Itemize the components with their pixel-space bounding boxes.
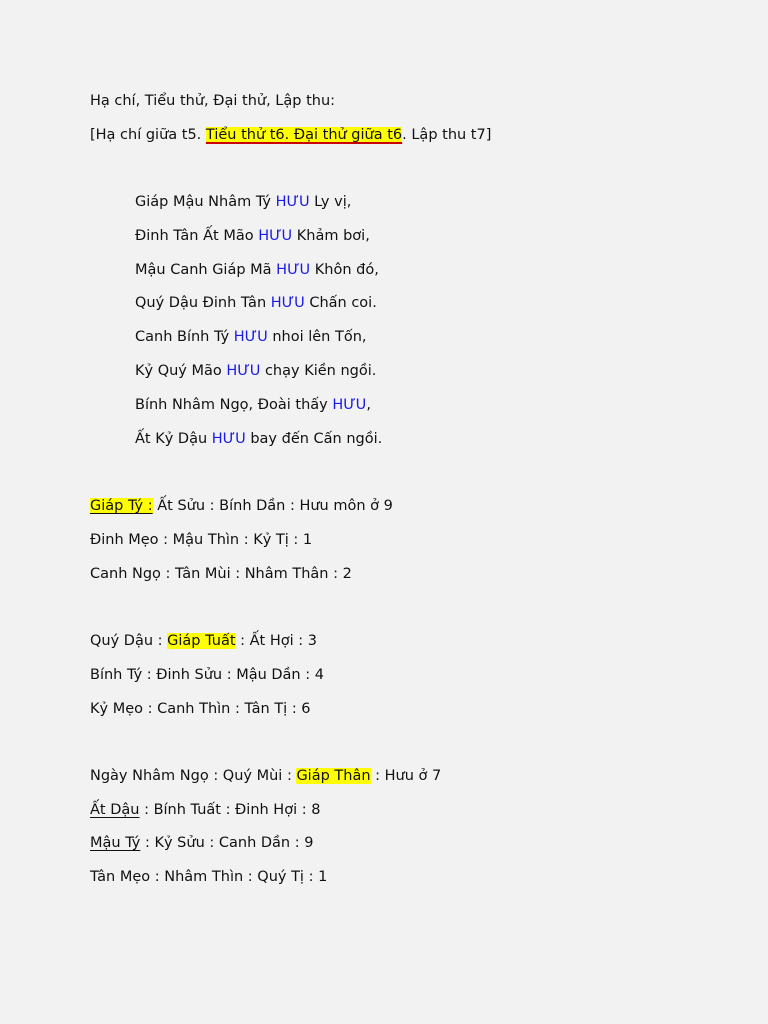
underlined-text: Ất Dậu [90,802,140,818]
group2-line3: Kỷ Mẹo : Canh Thìn : Tân Tị : 6 [90,701,311,717]
poem-text: Quý Dậu Đinh Tân [135,295,271,311]
poem-line [135,327,367,347]
poem-text: bay đến Cấn ngồi. [245,431,383,447]
poem-text: chạy Kiền ngồi. [260,363,377,379]
poem-text: Giáp Mậu Nhâm Tý [135,194,276,210]
poem-line [135,429,382,449]
heading: Hạ chí, Tiểu thử, Đại thử, Lập thu: [90,93,336,109]
poem-line [135,293,377,313]
highlight-text: Giáp Thân [296,768,371,784]
poem-text: Đinh Tân Ất Mão [135,228,259,244]
poem-text: Bính Nhâm Ngọ, Đoài thấy [135,397,333,413]
highlight-text: Giáp Tý : [90,498,153,514]
group2-line1 [90,631,317,651]
line-text: : Kỷ Sửu : Canh Dần : 9 [140,835,314,851]
group1-line2: Đinh Mẹo : Mậu Thìn : Kỷ Tị : 1 [90,532,313,548]
poem-text: Ất Kỷ Dậu [135,431,212,447]
poem-text: Canh Bính Tý [135,329,234,345]
poem-line [135,192,351,212]
group3-line1 [90,766,441,786]
subheading [90,125,491,145]
poem-text: Ly vị, [309,194,352,210]
poem-keyword: HƯU [275,194,310,210]
underlined-text: Mậu Tý [90,835,141,851]
poem-keyword: HƯU [226,363,261,379]
line-text: : Bính Tuất : Đinh Hợi : 8 [139,802,321,818]
group3-line3 [90,833,313,853]
poem-line [135,361,376,381]
poem-line [135,260,379,280]
poem-text: nhoi lên Tốn, [267,329,367,345]
line-text: : Hưu ở 7 [370,768,442,784]
poem-text: Mậu Canh Giáp Mã [135,262,277,278]
poem-keyword: HƯU [332,397,367,413]
subheading-suffix: . Lập thu t7] [402,127,492,143]
subheading-prefix: [Hạ chí giữa t5. [90,127,206,143]
line-text: Ất Sửu : Bính Dần : Hưu môn ở 9 [152,498,393,514]
poem-keyword: HƯU [211,431,246,447]
poem-keyword: HƯU [276,262,311,278]
poem-keyword: HƯU [233,329,268,345]
poem-text: , [366,397,371,413]
line-text: : Ất Hợi : 3 [235,633,317,649]
poem-line [135,226,370,246]
poem-line [135,395,371,415]
poem-keyword: HƯU [258,228,293,244]
group1-line3: Canh Ngọ : Tân Mùi : Nhâm Thân : 2 [90,566,352,582]
poem-text: Khảm bơi, [292,228,370,244]
group2-line2: Bính Tý : Đinh Sửu : Mậu Dần : 4 [90,667,324,683]
line-text: Quý Dậu : [90,633,168,649]
poem-keyword: HƯU [270,295,305,311]
subheading-highlight: Tiểu thử t6. Đại thử giữa t6 [205,127,403,143]
highlight-text: Giáp Tuất [167,633,236,649]
poem-text: Kỷ Quý Mão [135,363,227,379]
group3-line4: Tân Mẹo : Nhâm Thìn : Quý Tị : 1 [90,869,328,885]
poem-text: Chấn coi. [304,295,377,311]
line-text: Ngày Nhâm Ngọ : Quý Mùi : [90,768,297,784]
group1-line1 [90,496,393,516]
poem-text: Khôn đó, [310,262,379,278]
group3-line2 [90,800,320,820]
